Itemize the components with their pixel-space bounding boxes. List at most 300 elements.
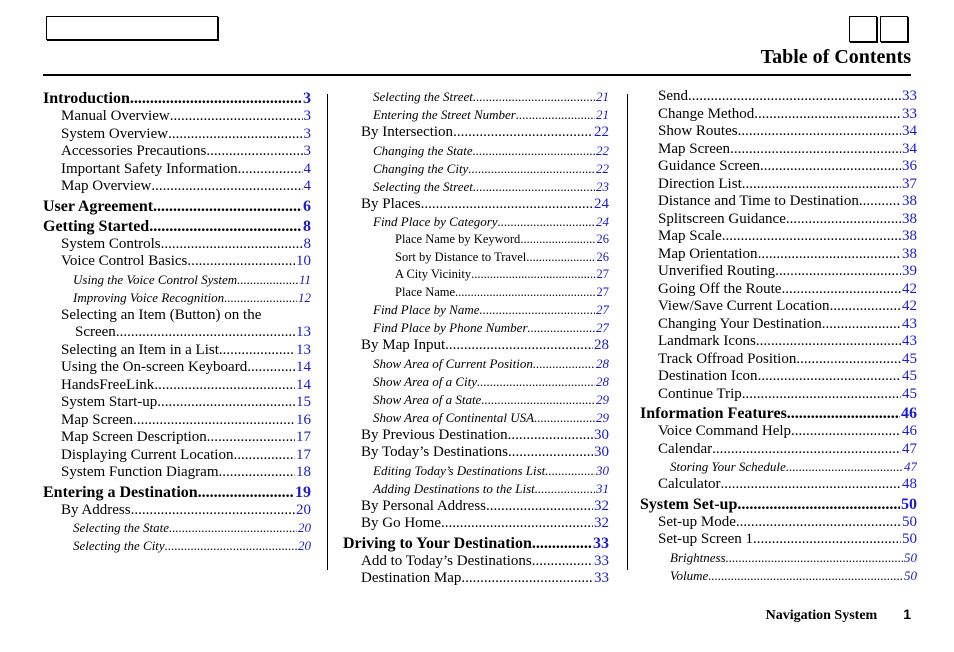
toc-page-link[interactable]: 45	[902, 350, 917, 367]
toc-entry-label: Information Features	[640, 405, 787, 422]
dot-leader	[708, 567, 903, 585]
dot-leader	[688, 88, 901, 106]
toc-entry[interactable]	[640, 193, 917, 211]
toc-page-link[interactable]: 14	[296, 359, 311, 375]
toc-entry[interactable]	[343, 409, 609, 427]
dot-leader	[516, 106, 595, 124]
footer-label: Navigation System	[765, 608, 878, 623]
toc-entry[interactable]	[43, 447, 311, 465]
dot-leader	[756, 333, 901, 351]
toc-section-heading[interactable]	[640, 496, 917, 514]
toc-entry-label: Important Safety Information	[61, 160, 238, 177]
dot-leader	[224, 289, 297, 307]
toc-entry-label: Send	[658, 88, 688, 104]
toc-page-link[interactable]: 3	[303, 108, 311, 124]
toc-page-link[interactable]: 20	[298, 520, 311, 535]
toc-entry-label: Selecting the State	[73, 520, 170, 535]
dot-leader	[468, 160, 595, 178]
toc-entry-label: Selecting the Street	[373, 178, 473, 194]
toc-entry[interactable]	[640, 351, 917, 369]
toc-entry-label: By Intersection	[361, 124, 454, 140]
toc-page-link[interactable]: 20	[298, 538, 311, 553]
toc-page-link[interactable]: 28	[596, 373, 609, 389]
toc-entry[interactable]	[43, 537, 311, 555]
toc-entry-label: System Controls	[61, 235, 161, 252]
toc-entry-label: Introduction	[43, 90, 130, 107]
toc-entry[interactable]	[343, 124, 609, 142]
toc-page-link[interactable]: 27	[596, 284, 609, 299]
dot-leader	[526, 249, 595, 267]
dot-leader	[169, 519, 297, 537]
toc-entry[interactable]	[640, 441, 917, 459]
toc-entry-label: Editing Today’s Destinations List	[373, 462, 546, 478]
dot-leader	[207, 429, 295, 447]
toc-entry[interactable]	[343, 160, 609, 178]
toc-entry-label: Distance and Time to Destination	[658, 193, 859, 209]
toc-entry[interactable]	[343, 553, 609, 571]
dot-leader	[737, 496, 900, 514]
toc-page-link[interactable]: 24	[596, 214, 609, 229]
toc-page-link[interactable]: 31	[596, 480, 609, 496]
toc-page-link[interactable]: 48	[902, 476, 917, 492]
toc-entry-label: Track Offroad Position	[658, 350, 797, 367]
dot-leader	[471, 266, 595, 284]
toc-page-link[interactable]: 33	[902, 105, 917, 122]
dot-leader	[786, 211, 901, 229]
dot-leader	[149, 218, 302, 236]
toc-entry[interactable]	[343, 178, 609, 196]
toc-entry[interactable]	[640, 228, 917, 246]
toc-entry[interactable]	[640, 531, 917, 549]
toc-page-link[interactable]: 39	[902, 263, 917, 279]
toc-entry[interactable]	[640, 316, 917, 334]
toc-entry[interactable]	[640, 567, 917, 585]
dot-leader	[760, 158, 901, 176]
toc-page-link[interactable]: 50	[902, 513, 917, 530]
toc-entry-label: Map Screen	[61, 411, 134, 428]
toc-section-heading[interactable]	[43, 484, 311, 502]
toc-page-link[interactable]: 18	[296, 464, 311, 480]
toc-page-link[interactable]: 8	[303, 217, 311, 235]
toc-entry[interactable]	[640, 246, 917, 264]
toc-page-link[interactable]: 43	[902, 315, 917, 332]
toc-section-heading[interactable]	[343, 535, 609, 553]
toc-entry[interactable]	[343, 427, 609, 445]
dot-leader	[153, 198, 302, 216]
toc-page-link[interactable]: 50	[904, 549, 917, 565]
toc-entry[interactable]	[640, 423, 917, 441]
toc-page-link[interactable]: 50	[901, 495, 917, 513]
toc-page-link[interactable]: 27	[596, 320, 609, 335]
toc-entry-label: By Go Home	[361, 515, 441, 531]
toc-entry[interactable]	[640, 176, 917, 194]
toc-entry[interactable]	[343, 249, 609, 267]
toc-page-link[interactable]: 3	[303, 143, 311, 159]
toc-page-link[interactable]: 33	[593, 534, 609, 552]
toc-entry[interactable]	[43, 178, 311, 196]
dot-leader	[480, 301, 596, 319]
dot-leader	[742, 386, 901, 404]
dot-leader	[441, 515, 593, 533]
toc-page-link[interactable]: 15	[296, 394, 311, 410]
toc-entry-label: Screen	[75, 324, 116, 340]
toc-page-link[interactable]: 37	[902, 175, 917, 192]
dot-leader	[859, 193, 901, 211]
toc-entry-label: Manual Overview	[61, 108, 170, 124]
toc-entry[interactable]	[43, 324, 311, 342]
toc-entry[interactable]	[43, 161, 311, 179]
toc-entry[interactable]	[343, 266, 609, 284]
dot-leader	[238, 161, 303, 179]
toc-page-link[interactable]: 42	[902, 298, 917, 314]
dot-leader	[528, 319, 595, 337]
toc-page-link[interactable]: 34	[902, 123, 917, 139]
toc-page-link[interactable]: 38	[902, 245, 917, 262]
dot-leader	[532, 535, 592, 553]
toc-page-link[interactable]: 22	[596, 142, 609, 158]
dot-leader	[219, 342, 295, 360]
dot-leader	[753, 531, 901, 549]
toc-entry-label: Calendar	[658, 440, 713, 457]
toc-entry[interactable]	[640, 263, 917, 281]
toc-page-link[interactable]: 3	[303, 90, 311, 107]
toc-entry[interactable]	[640, 368, 917, 386]
toc-entry[interactable]	[640, 386, 917, 404]
toc-entry[interactable]	[343, 498, 609, 516]
toc-page-link[interactable]: 26	[596, 232, 609, 246]
toc-page-link[interactable]: 17	[296, 429, 311, 445]
toc-page-link[interactable]: 4	[303, 178, 311, 194]
toc-entry[interactable]	[43, 289, 311, 307]
toc-page-link[interactable]: 22	[594, 124, 609, 140]
toc-page-link[interactable]: 33	[902, 88, 917, 104]
toc-page-link[interactable]: 21	[596, 107, 609, 122]
column-divider	[327, 94, 328, 570]
dot-leader	[533, 355, 595, 373]
dot-leader	[754, 106, 901, 124]
toc-page-link[interactable]: 46	[902, 423, 917, 439]
toc-entry-label: Destination Icon	[658, 368, 758, 384]
toc-entry-label: By Today’s Destinations	[361, 444, 509, 460]
toc-page-link[interactable]: 29	[596, 391, 609, 407]
dot-leader	[720, 476, 901, 494]
toc-entry-label: Map Orientation	[658, 245, 758, 262]
dot-leader	[473, 88, 595, 106]
toc-entry[interactable]	[343, 196, 609, 214]
toc-entry-label: Calculator	[658, 476, 721, 492]
toc-entry-label: Selecting an Item (Button) on the	[61, 306, 262, 323]
toc-entry[interactable]	[343, 142, 609, 160]
toc-page-link[interactable]: 43	[902, 333, 917, 349]
dot-leader	[486, 498, 593, 516]
dot-leader	[730, 141, 901, 159]
dot-leader	[712, 441, 901, 459]
dot-leader	[722, 228, 901, 246]
toc-entry[interactable]	[343, 462, 609, 480]
dot-leader	[781, 281, 901, 299]
toc-entry-label: Improving Voice Recognition	[73, 289, 225, 305]
toc-section-heading[interactable]	[43, 218, 311, 236]
dot-leader	[822, 316, 901, 334]
toc-entry[interactable]	[640, 476, 917, 494]
toc-column-1	[43, 88, 311, 555]
toc-entry-label: Using the On-screen Keyboard	[61, 359, 248, 375]
dot-leader	[154, 377, 295, 395]
toc-page-link[interactable]: 13	[296, 324, 311, 340]
toc-page-link[interactable]: 30	[594, 426, 609, 443]
dot-leader	[151, 178, 302, 196]
toc-page-link[interactable]: 28	[594, 337, 609, 353]
dot-leader	[233, 447, 295, 465]
toc-page-link[interactable]: 23	[596, 178, 609, 194]
toc-entry[interactable]	[640, 514, 917, 532]
toc-page-link[interactable]: 10	[296, 253, 311, 269]
dot-leader	[133, 412, 295, 430]
toc-page-link[interactable]: 32	[594, 515, 609, 531]
toc-entry-label: System Function Diagram	[61, 464, 219, 480]
dot-leader	[461, 570, 593, 588]
dot-leader	[130, 90, 302, 108]
toc-page-link[interactable]: 14	[296, 376, 311, 393]
toc-page-link[interactable]: 46	[901, 405, 917, 422]
toc-page-link[interactable]: 50	[902, 531, 917, 547]
dot-leader	[247, 359, 295, 377]
toc-page-link[interactable]: 50	[904, 567, 917, 583]
toc-entry[interactable]	[640, 158, 917, 176]
toc-entry[interactable]	[343, 391, 609, 409]
toc-page-link[interactable]: 29	[596, 409, 609, 425]
toc-page-link[interactable]: 22	[596, 160, 609, 176]
toc-entry[interactable]	[640, 281, 917, 299]
toc-entry-label: Getting Started	[43, 217, 150, 235]
toc-entry[interactable]	[640, 141, 917, 159]
toc-entry[interactable]	[43, 464, 311, 482]
toc-entry-label: Find Place by Category	[373, 214, 498, 229]
toc-entry[interactable]	[343, 355, 609, 373]
toc-entry-label: Displaying Current Location	[61, 446, 234, 463]
toc-entry-label: Show Area of Current Position	[373, 355, 533, 371]
toc-page-link[interactable]: 47	[902, 440, 917, 457]
toc-page-link[interactable]: 33	[594, 570, 609, 586]
toc-entry-label: Direction List	[658, 175, 742, 192]
toc-entry-label: System Overview	[61, 125, 169, 142]
dot-leader	[791, 423, 901, 441]
toc-entry[interactable]	[640, 458, 917, 476]
toc-entry-label: Driving to Your Destination	[343, 534, 532, 552]
top-left-box[interactable]	[46, 16, 218, 40]
toc-entry-label: Show Area of a State	[373, 391, 482, 407]
toc-section-heading[interactable]	[43, 198, 311, 216]
toc-entry-label: Adding Destinations to the List	[373, 480, 535, 496]
dot-leader	[758, 368, 901, 386]
toc-entry[interactable]	[343, 515, 609, 533]
toc-entry-label: Map Screen	[658, 140, 731, 157]
toc-entry-label: System Set-up	[640, 495, 738, 513]
toc-page-link[interactable]: 33	[594, 552, 609, 569]
toc-entry[interactable]	[43, 502, 311, 520]
dot-leader	[165, 537, 297, 555]
toc-column-2	[343, 88, 609, 588]
toc-entry-label: Splitscreen Guidance	[658, 210, 786, 227]
toc-page-link[interactable]: 38	[902, 210, 917, 227]
toc-page-link[interactable]: 38	[902, 193, 917, 209]
dot-leader	[736, 514, 901, 532]
header-rule	[43, 74, 911, 76]
toc-page-link[interactable]: 27	[596, 302, 609, 317]
toc-page-link[interactable]: 3	[303, 125, 311, 142]
toc-entry[interactable]	[43, 342, 311, 360]
toc-entry-label: Accessories Precautions	[61, 143, 207, 159]
toc-entry-label: A City Vicinity	[395, 267, 472, 281]
dot-leader	[738, 123, 901, 141]
dot-leader	[445, 337, 593, 355]
dot-leader	[170, 108, 303, 126]
toc-entry-label: By Places	[361, 195, 421, 212]
toc-entry-label: Entering a Destination	[43, 483, 198, 501]
toc-entry[interactable]	[640, 333, 917, 351]
toc-entry-label: Selecting an Item in a List	[61, 341, 219, 358]
toc-entry-label: Continue Trip	[658, 385, 742, 402]
toc-entry-label: Destination Map	[361, 570, 462, 586]
toc-entry-label: Show Area of a City	[373, 373, 477, 389]
toc-page-link[interactable]: 16	[296, 411, 311, 428]
toc-entry[interactable]	[343, 570, 609, 588]
toc-page-link[interactable]: 19	[295, 483, 311, 501]
toc-entry[interactable]	[43, 108, 311, 126]
toc-entry[interactable]	[343, 319, 609, 337]
toc-entry-label: Unverified Routing	[658, 263, 776, 279]
toc-page-link[interactable]: 21	[596, 89, 609, 104]
toc-entry[interactable]	[343, 480, 609, 498]
toc-page-link[interactable]: 45	[902, 368, 917, 384]
toc-entry-label: By Previous Destination	[361, 426, 508, 443]
dot-leader	[161, 236, 303, 254]
toc-entry[interactable]	[43, 412, 311, 430]
toc-page-link[interactable]: 45	[902, 385, 917, 402]
toc-section-heading[interactable]	[640, 405, 917, 423]
column-divider	[627, 94, 628, 570]
toc-page-link[interactable]: 13	[296, 341, 311, 358]
toc-entry[interactable]	[343, 106, 609, 124]
toc-entry-label: User Agreement	[43, 197, 154, 215]
toc-page-link[interactable]: 30	[596, 462, 609, 478]
toc-entry[interactable]	[343, 213, 609, 231]
toc-entry[interactable]	[43, 143, 311, 161]
toc-entry-label: Place Name by Keyword	[395, 232, 521, 246]
toc-entry[interactable]	[43, 307, 311, 325]
toc-entry-label: Going Off the Route	[658, 280, 782, 297]
toc-section-heading[interactable]	[43, 90, 311, 108]
toc-page-link[interactable]: 11	[298, 271, 311, 287]
toc-page-link[interactable]: 36	[902, 158, 917, 174]
dot-leader	[775, 263, 901, 281]
toc-entry-label: Storing Your Schedule	[670, 459, 786, 474]
toc-entry[interactable]	[43, 126, 311, 144]
toc-entry[interactable]	[343, 337, 609, 355]
toc-page-link[interactable]: 6	[303, 197, 311, 215]
dot-leader	[534, 409, 595, 427]
toc-entry[interactable]	[43, 519, 311, 537]
toc-page-link[interactable]: 34	[902, 140, 917, 157]
dot-leader	[157, 394, 295, 412]
toc-entry[interactable]	[640, 123, 917, 141]
toc-entry-label: View/Save Current Location	[658, 298, 830, 314]
toc-entry-label: Selecting the Street	[373, 89, 473, 104]
toc-page-link[interactable]: 20	[296, 501, 311, 518]
toc-page-link[interactable]: 24	[594, 195, 609, 212]
toc-page-link[interactable]: 38	[902, 228, 917, 244]
dot-leader	[481, 391, 595, 409]
toc-page-link[interactable]: 28	[596, 355, 609, 371]
toc-entry[interactable]	[640, 298, 917, 316]
toc-entry[interactable]	[43, 377, 311, 395]
toc-entry[interactable]	[343, 284, 609, 302]
toc-entry[interactable]	[43, 394, 311, 412]
toc-column-3	[640, 88, 917, 585]
dot-leader	[473, 142, 595, 160]
dot-leader	[535, 480, 595, 498]
toc-page-link[interactable]: 42	[902, 280, 917, 297]
toc-entry[interactable]	[343, 88, 609, 106]
toc-entry[interactable]	[43, 359, 311, 377]
toc-entry[interactable]	[43, 236, 311, 254]
prev-page-button[interactable]	[849, 16, 877, 42]
toc-page-link[interactable]: 8	[303, 235, 311, 252]
toc-entry-label: Set-up Screen 1	[658, 531, 753, 547]
toc-entry-label: Using the Voice Control System	[73, 271, 238, 287]
toc-entry-label: Add to Today’s Destinations	[361, 552, 532, 569]
dot-leader	[477, 373, 595, 391]
toc-entry-label: Set-up Mode	[658, 513, 736, 530]
toc-entry[interactable]	[43, 271, 311, 289]
toc-entry[interactable]	[343, 373, 609, 391]
toc-entry[interactable]	[43, 253, 311, 271]
dot-leader	[168, 126, 302, 144]
toc-entry-label: By Map Input	[361, 337, 446, 353]
toc-entry[interactable]	[640, 549, 917, 567]
dot-leader	[187, 253, 295, 271]
toc-page-link[interactable]: 4	[303, 160, 311, 177]
toc-entry[interactable]	[640, 211, 917, 229]
dot-leader	[237, 271, 298, 289]
dot-leader	[508, 427, 593, 445]
toc-page-link[interactable]: 47	[904, 459, 917, 474]
toc-entry[interactable]	[640, 88, 917, 106]
dot-leader	[545, 462, 595, 480]
toc-entry[interactable]	[43, 429, 311, 447]
toc-entry-label: Changing Your Destination	[658, 315, 822, 332]
next-page-button[interactable]	[880, 16, 908, 42]
toc-entry-label: System Start-up	[61, 394, 158, 410]
toc-entry-label: Change Method	[658, 105, 755, 122]
toc-page-link[interactable]: 27	[596, 267, 609, 281]
toc-page-link[interactable]: 17	[296, 446, 311, 463]
toc-entry[interactable]	[343, 301, 609, 319]
toc-entry[interactable]	[343, 444, 609, 462]
dot-leader	[421, 196, 593, 214]
dot-leader	[498, 213, 595, 231]
toc-page-link[interactable]: 32	[594, 497, 609, 514]
toc-entry-label: Map Screen Description	[61, 429, 207, 445]
toc-entry[interactable]	[343, 231, 609, 249]
toc-page-link[interactable]: 12	[298, 289, 311, 305]
toc-entry-label: HandsFreeLink	[61, 376, 155, 393]
toc-entry-label: Map Overview	[61, 178, 152, 194]
toc-entry-label: Show Routes	[658, 123, 738, 139]
toc-page-link[interactable]: 30	[594, 444, 609, 460]
toc-page-link[interactable]: 26	[596, 249, 609, 264]
toc-entry[interactable]	[640, 106, 917, 124]
